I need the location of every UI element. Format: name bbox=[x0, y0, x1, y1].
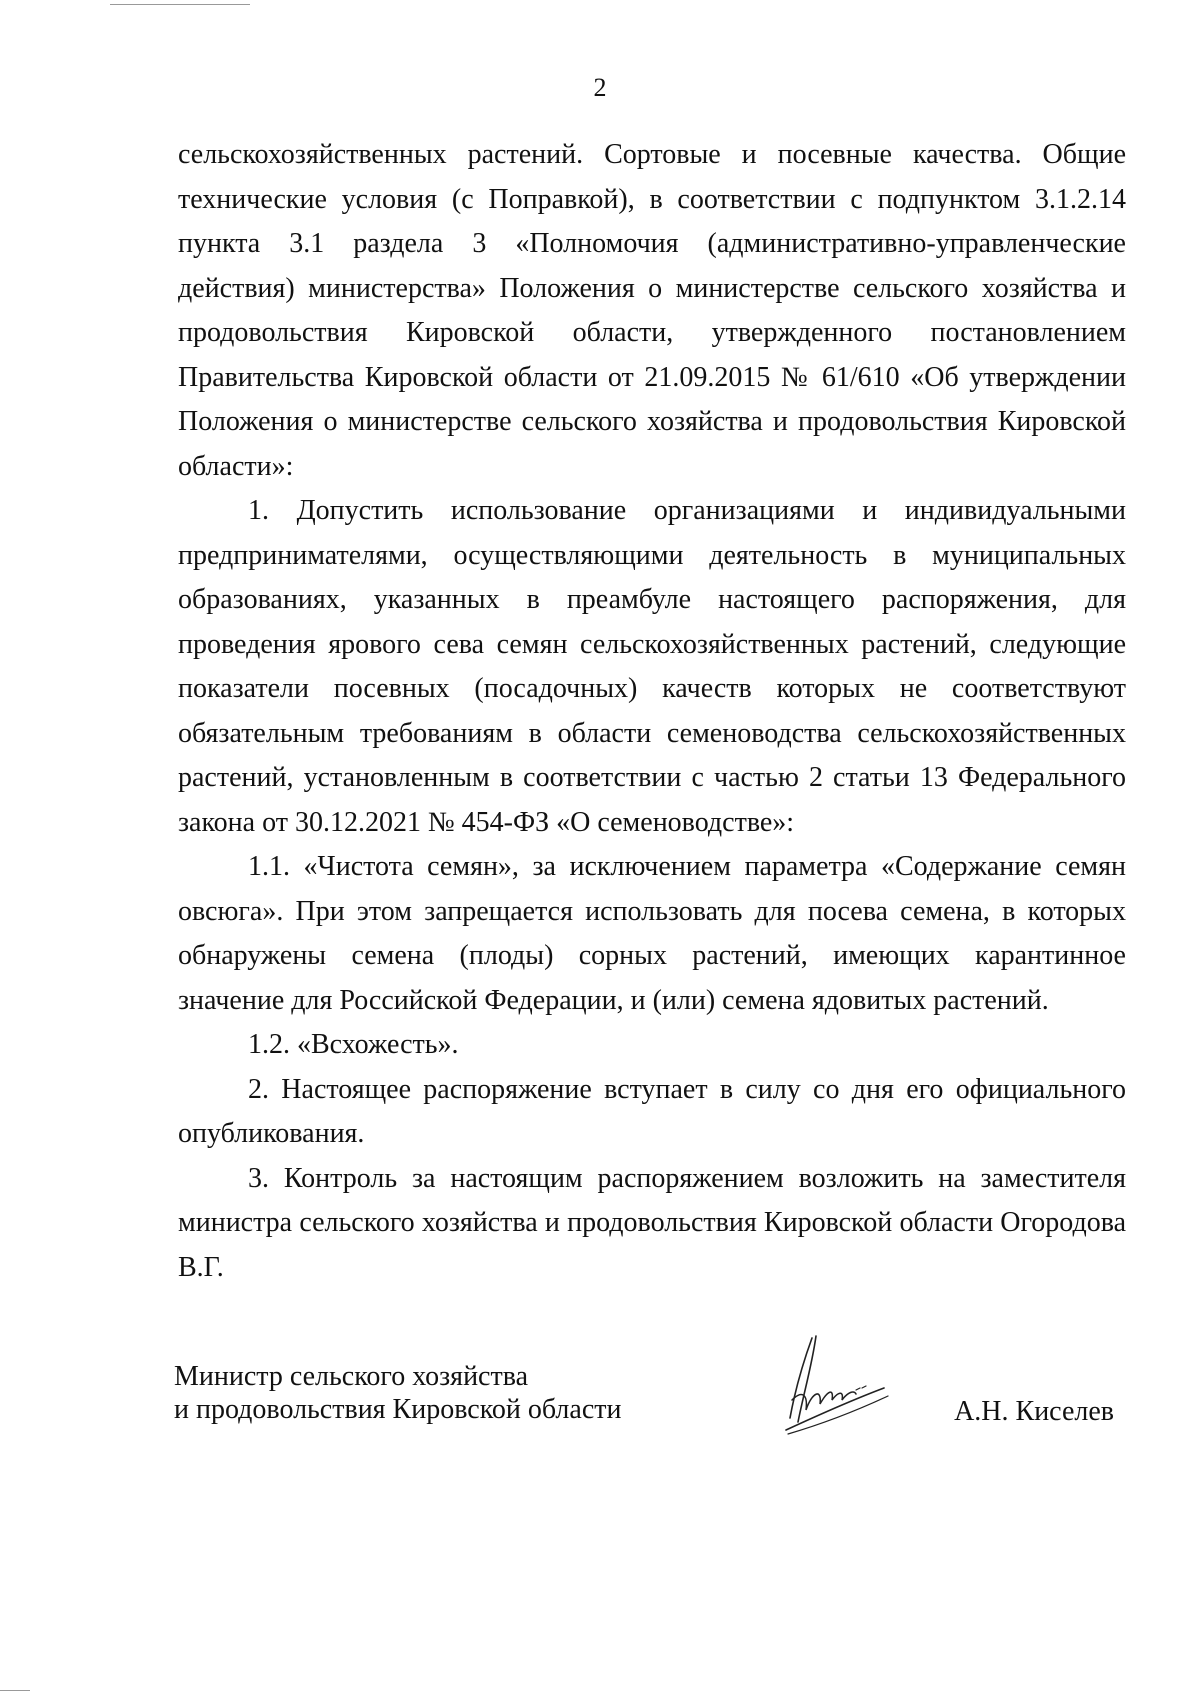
handwritten-signature-icon bbox=[772, 1330, 892, 1440]
paragraph-item-3: 3. Контроль за настоящим распоряжением возложить на заместителя министра сельского хозяйства и продовольствия Кировской области Огородова В.Г. bbox=[178, 1162, 1126, 1283]
paragraph-item-2: 2. Настоящее распоряжение вступает в силу со дня его официального опубликования. bbox=[178, 1073, 1126, 1149]
document-body bbox=[178, 133, 1126, 1290]
page-number: 2 bbox=[593, 73, 607, 102]
paragraph-item-1-1: 1.1. «Чистота семян», за исключением параметра «Содержание семян овсюга». При этом запрещается использовать для посева семена, в которых обнаружены семена (плоды) сорных растений, имеющих карантинное значение для Российской Федерации, и (или) семена ядовитых растений. bbox=[178, 851, 1126, 1016]
signatory-title bbox=[174, 1360, 621, 1426]
scan-artifact bbox=[110, 4, 250, 5]
signatory-title-line-2: и продовольствия Кировской области bbox=[174, 1394, 622, 1425]
paragraph-preamble-continuation: сельскохозяйственных растений. Сортовые и посевные качества. Общие технические условия (с Поправкой), в соответствии с подпунктом 3.1.2.14 пункта 3.1 раздела 3 «Полномочия (административно-управленческие действия) министерства» Положения о министерстве сельского хозяйства и продовольствия Кировской области, утвержденного постановлением Правительства Кировской области от 21.09.2015 № 61/610 «Об утверждении Положения о министерстве сельского хозяйства и продовольствия Кировской области»: bbox=[178, 139, 1126, 482]
scan-artifact bbox=[0, 1690, 30, 1691]
signatory-title-line-1: Министр сельского хозяйства bbox=[174, 1361, 528, 1392]
paragraph-item-1: 1. Допустить использование организациями и индивидуальными предпринимателями, осуществляющими деятельность в муниципальных образованиях, указанных в преамбуле настоящего распоряжения, для проведения ярового сева семян сельскохозяйственных растений, следующие показатели посевных (посадочных) качеств которых не соответствуют обязательным требованиям в области семеноводства сельскохозяйственных растений, установленным в соответствии с частью 2 статьи 13 Федерального закона от 30.12.2021 № 454-ФЗ «О семеноводстве»: bbox=[178, 495, 1126, 838]
signature-block bbox=[174, 1360, 1134, 1460]
paragraph-item-1-2: 1.2. «Всхожесть». bbox=[248, 1029, 459, 1060]
signatory-name: А.Н. Киселев bbox=[954, 1396, 1114, 1427]
